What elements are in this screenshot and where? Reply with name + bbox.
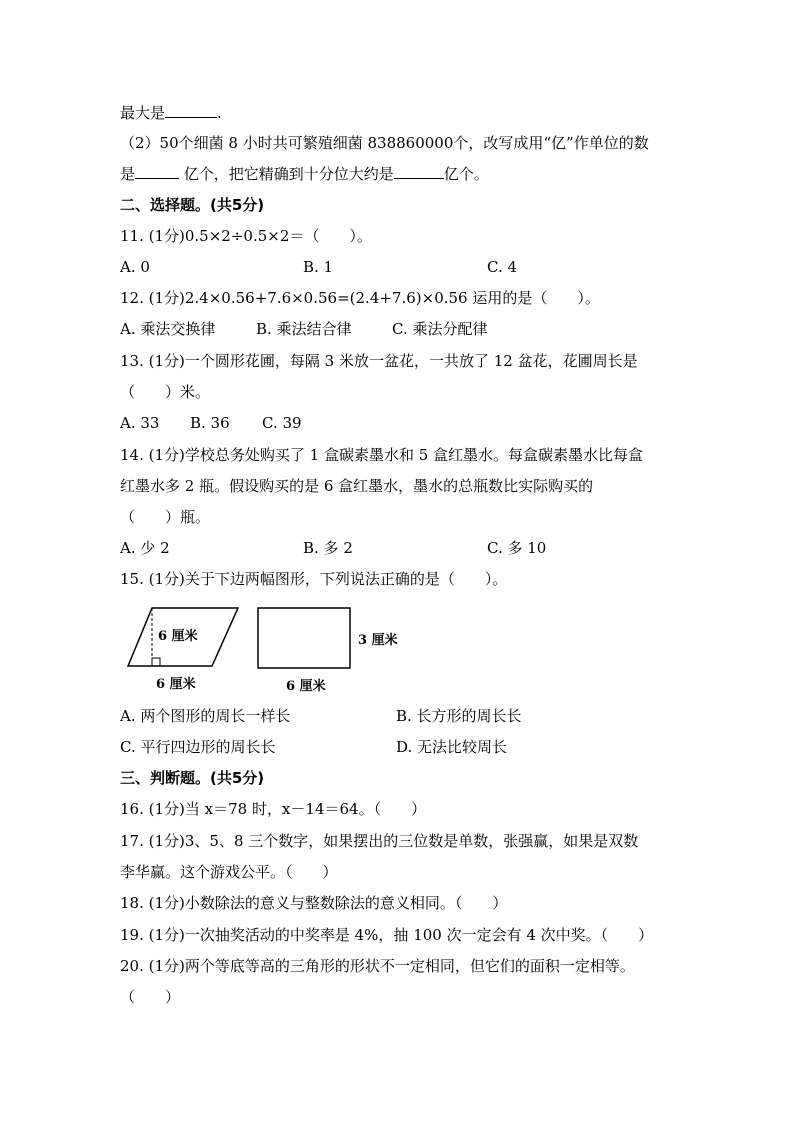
q12-option-c[interactable]: C. 乘法分配律 [392, 320, 488, 338]
question-17-line1: 17. (1分)3、5、8 三个数字，如果摆出的三位数是单数，张强赢，如果是双数 [120, 832, 639, 850]
right-angle-mark [152, 658, 160, 666]
question-10-part2-line2: 是 亿个，把它精确到十分位大约是 亿个。 [120, 165, 489, 183]
rectangle-shape [258, 608, 350, 668]
q11-option-c[interactable]: C. 4 [487, 258, 518, 276]
question-17-line2: 李华赢。这个游戏公平。（ ） [120, 863, 338, 881]
section-title-choice: 二、选择题。(共5分) [120, 196, 265, 214]
answer-blank[interactable] [165, 103, 217, 118]
question-11: 11. (1分)0.5×2÷0.5×2＝（ ）。 [120, 227, 372, 245]
q13-option-b[interactable]: B. 36 [190, 414, 230, 432]
q14-option-b[interactable]: B. 多 2 [303, 539, 353, 557]
question-16: 16. (1分)当 x＝78 时，x－14＝64。（ ） [120, 800, 427, 818]
question-18: 18. (1分)小数除法的意义与整数除法的意义相同。（ ） [120, 894, 508, 912]
question-14-line1: 14. (1分)学校总务处购买了 1 盒碳素墨水和 5 盒红墨水。每盒碳素墨水比每盒 [120, 446, 644, 464]
question-14-line2: 红墨水多 2 瓶。假设购买的是 6 盒红墨水，墨水的总瓶数比实际购买的 [120, 477, 594, 495]
question-14-line3: （ ）瓶。 [120, 508, 211, 526]
q13-option-a[interactable]: A. 33 [120, 414, 160, 432]
question-12: 12. (1分)2.4×0.56+7.6×0.56=(2.4+7.6)×0.56 运用的是（ ）。 [120, 289, 600, 307]
question-13-line1: 13. (1分)一个圆形花圃，每隔 3 米放一盆花，一共放了 12 盆花，花圃周长是 [120, 352, 638, 370]
question-20-line2: （ ） [120, 988, 181, 1006]
q14-option-a[interactable]: A. 少 2 [120, 539, 170, 557]
q15-option-c[interactable]: C. 平行四边形的周长长 [120, 738, 276, 756]
q11-option-b[interactable]: B. 1 [303, 258, 334, 276]
section-title-judgement: 三、判断题。(共5分) [120, 769, 265, 787]
question-15-figures [120, 600, 420, 700]
parallelogram-height-label: 6 厘米 [158, 629, 198, 644]
question-10-part1-tail: 最大是 . [120, 104, 222, 122]
question-19: 19. (1分)一次抽奖活动的中奖率是 4%，抽 100 次一定会有 4 次中奖。（ ） [120, 926, 654, 944]
question-13-line2: （ ）米。 [120, 383, 211, 401]
question-10-part2-line1: （2）50个细菌 8 小时共可繁殖细菌 838860000个，改写成用“亿”作单位的数 [120, 134, 649, 152]
question-20-line1: 20. (1分)两个等底等高的三角形的形状不一定相同，但它们的面积一定相等。 [120, 957, 635, 975]
answer-blank[interactable] [135, 164, 179, 179]
rectangle-base-label: 6 厘米 [286, 679, 326, 694]
question-15: 15. (1分)关于下边两幅图形，下列说法正确的是（ ）。 [120, 570, 508, 588]
q15-option-a[interactable]: A. 两个图形的周长一样长 [120, 707, 291, 725]
q15-option-b[interactable]: B. 长方形的周长长 [396, 707, 522, 725]
q11-option-a[interactable]: A. 0 [120, 258, 150, 276]
rectangle-height-label: 3 厘米 [358, 633, 398, 648]
q15-option-d[interactable]: D. 无法比较周长 [396, 738, 508, 756]
q12-option-b[interactable]: B. 乘法结合律 [256, 320, 352, 338]
q14-option-c[interactable]: C. 多 10 [487, 539, 547, 557]
parallelogram-base-label: 6 厘米 [156, 677, 196, 692]
q12-option-a[interactable]: A. 乘法交换律 [120, 320, 216, 338]
answer-blank[interactable] [394, 164, 444, 179]
q13-option-c[interactable]: C. 39 [262, 414, 302, 432]
